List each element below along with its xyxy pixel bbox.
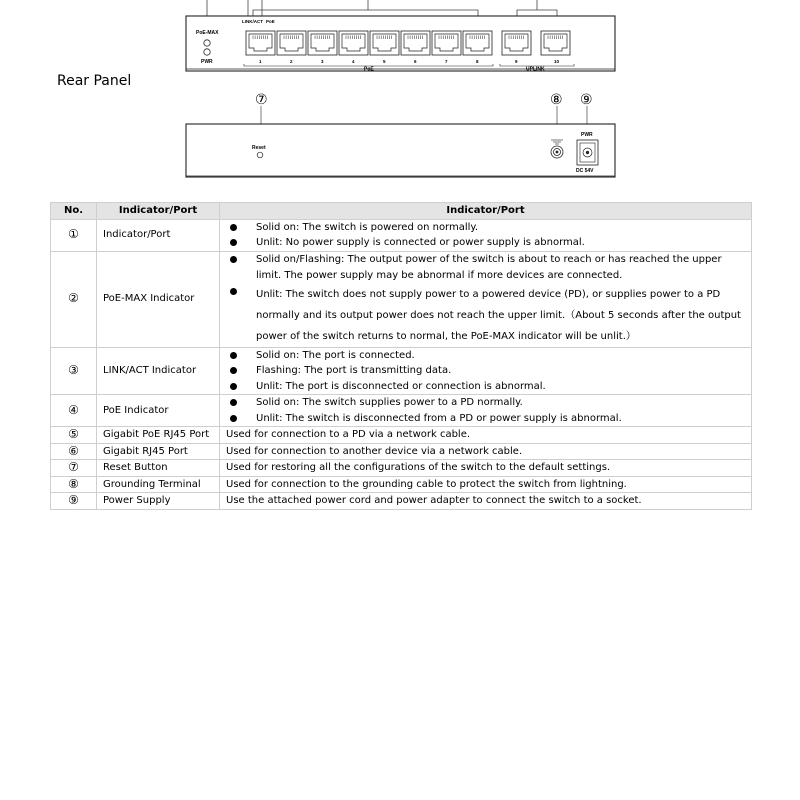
port-number: 9	[515, 59, 518, 64]
rear-chassis	[186, 124, 615, 177]
rear-callout-8: ⑧	[550, 92, 563, 108]
front-panel-diagram	[0, 0, 800, 195]
row-name: Grounding Terminal	[97, 476, 220, 493]
link-act-header-label: LINK/ACT	[242, 19, 263, 24]
row-name: Power Supply	[97, 493, 220, 510]
rear-pwr-label: PWR	[581, 132, 593, 138]
table-row	[51, 251, 752, 347]
power-jack	[577, 140, 598, 165]
row-description: Used for connection to a PD via a network cable.	[220, 427, 752, 444]
reset-label: Reset	[252, 145, 266, 151]
rear-panel-title: Rear Panel	[57, 73, 132, 89]
port-number: 1	[259, 59, 262, 64]
row-number: ⑧	[51, 476, 97, 493]
list-item: Solid on/Flashing: The output power of the switch is about to reach or has reached the upper limit. The power supply may be abnormal if more devices are connected.	[226, 252, 745, 284]
row-description: Used for connection to the grounding cable to protect the switch from lightning.	[220, 476, 752, 493]
uplink-group-label: UPLINK	[526, 66, 545, 73]
port-number: 5	[383, 59, 386, 64]
table-row	[51, 395, 752, 427]
table-row	[51, 460, 752, 477]
table-row	[51, 476, 752, 493]
table-header-row	[51, 203, 752, 220]
row-number: ①	[51, 219, 97, 251]
rear-callout-7: ⑦	[255, 92, 268, 108]
row-number: ⑥	[51, 443, 97, 460]
table-row	[51, 443, 752, 460]
port-number: 4	[352, 59, 355, 64]
list-item: Flashing: The port is transmitting data.	[226, 363, 745, 379]
indicator-port-table	[50, 202, 752, 510]
table-row	[51, 219, 752, 251]
dc-voltage-label: DC 54V	[576, 168, 594, 174]
row-number: ③	[51, 347, 97, 395]
list-item: Solid on: The switch supplies power to a PD normally.	[226, 395, 745, 411]
row-name: PoE-MAX Indicator	[97, 251, 220, 347]
port-number: 10	[554, 59, 560, 64]
list-item: Unlit: The switch does not supply power to a powered device (PD), or supplies power to a PD normally and its output power does not reach the upper limit.（About 5 seconds after the output power of the switch returns to normal, the PoE-MAX indicator will be unlit.）	[226, 284, 745, 347]
port-number: 2	[290, 59, 293, 64]
row-name: Gigabit PoE RJ45 Port	[97, 427, 220, 444]
row-description	[220, 347, 752, 395]
row-description	[220, 251, 752, 347]
table-row	[51, 493, 752, 510]
table-row	[51, 427, 752, 444]
row-name: Reset Button	[97, 460, 220, 477]
row-description	[220, 219, 752, 251]
port-number: 7	[445, 59, 448, 64]
header-description: Indicator/Port	[220, 203, 752, 220]
port-number: 8	[476, 59, 479, 64]
header-indicator-port: Indicator/Port	[97, 203, 220, 220]
table-row	[51, 347, 752, 395]
list-item: Unlit: The port is disconnected or connection is abnormal.	[226, 379, 745, 395]
row-name: Indicator/Port	[97, 219, 220, 251]
row-description	[220, 395, 752, 427]
row-name: Gigabit RJ45 Port	[97, 443, 220, 460]
header-no: No.	[51, 203, 97, 220]
pwr-led-label: PWR	[201, 59, 213, 65]
poe-max-led-label: PoE-MAX	[196, 30, 219, 36]
list-item: Unlit: No power supply is connected or power supply is abnormal.	[226, 235, 745, 251]
list-item: Solid on: The port is connected.	[226, 348, 745, 364]
row-number: ④	[51, 395, 97, 427]
list-item: Solid on: The switch is powered on normally.	[226, 220, 745, 236]
row-description: Used for restoring all the configurations of the switch to the default settings.	[220, 460, 752, 477]
port-number: 3	[321, 59, 324, 64]
row-description: Use the attached power cord and power adapter to connect the switch to a socket.	[220, 493, 752, 510]
port-number: 6	[414, 59, 417, 64]
row-number: ⑤	[51, 427, 97, 444]
rear-callout-9: ⑨	[580, 92, 593, 108]
poe-header-label: PoE	[266, 19, 275, 24]
poe-group-label: PoE	[364, 66, 374, 73]
row-name: PoE Indicator	[97, 395, 220, 427]
row-number: ②	[51, 251, 97, 347]
row-description: Used for connection to another device via a network cable.	[220, 443, 752, 460]
row-name: LINK/ACT Indicator	[97, 347, 220, 395]
row-number: ⑨	[51, 493, 97, 510]
row-number: ⑦	[51, 460, 97, 477]
list-item: Unlit: The switch is disconnected from a PD or power supply is abnormal.	[226, 411, 745, 427]
